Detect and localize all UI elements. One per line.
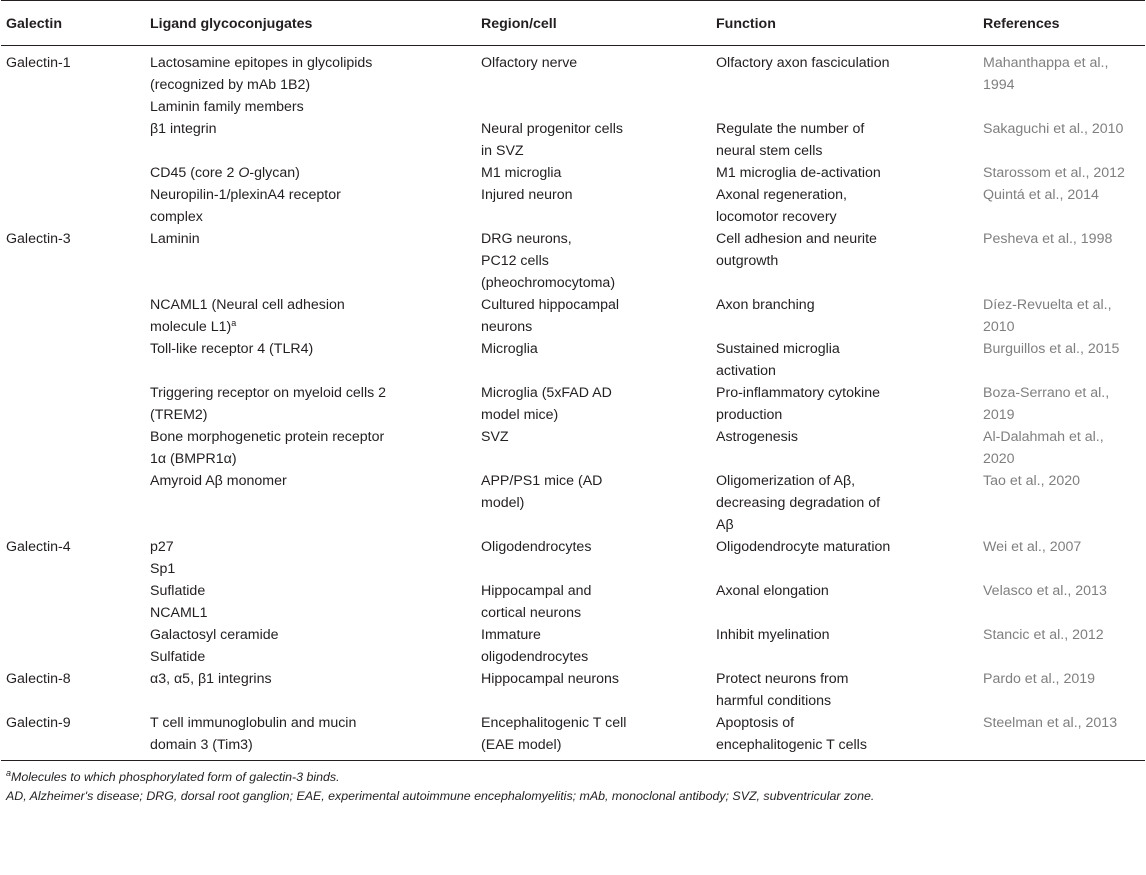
galectin-cell	[1, 580, 145, 624]
cell-line: Olfactory axon fasciculation	[716, 55, 890, 71]
cell-line: decreasing degradation of	[716, 495, 881, 511]
cell-line: Stancic et al., 2012	[983, 627, 1104, 643]
cell-line: outgrowth	[716, 253, 779, 269]
region-cell	[476, 338, 711, 382]
reference-cell	[978, 294, 1145, 338]
table-row	[1, 338, 1145, 382]
table-row	[1, 624, 1145, 668]
ligand-cell	[145, 470, 476, 536]
cell-line: Hippocampal neurons	[481, 671, 620, 687]
reference-cell	[978, 668, 1145, 712]
cell-line: APP/PS1 mice (AD	[481, 473, 603, 489]
table-row	[1, 118, 1145, 162]
cell-line: Steelman et al., 2013	[983, 715, 1118, 731]
ligand-cell	[145, 338, 476, 382]
ligand-cell	[145, 580, 476, 624]
ligand-cell	[145, 624, 476, 668]
cell-line: DRG neurons,	[481, 231, 572, 247]
reference-cell	[978, 712, 1145, 761]
cell-line: Aβ	[716, 517, 734, 533]
cell-line: Oligomerization of Aβ,	[716, 473, 856, 489]
cell-line: Microglia (5xFAD AD	[481, 385, 612, 401]
table-row	[1, 294, 1145, 338]
cell-line: 1994	[983, 77, 1015, 93]
function-cell	[711, 46, 978, 119]
cell-line: Tao et al., 2020	[983, 473, 1081, 489]
abbreviations-note: AD, Alzheimer's disease; DRG, dorsal root ganglion; EAE, experimental autoimmune encephalomyelitis; mAb, monoclonal antibody; SVZ, subventricular zone.	[6, 789, 875, 803]
cell-line: encephalitogenic T cells	[716, 737, 867, 753]
region-cell	[476, 184, 711, 228]
galectin-cell: Galectin-1	[6, 55, 71, 71]
table-row	[1, 580, 1145, 624]
table-row	[1, 470, 1145, 536]
region-cell	[476, 580, 711, 624]
reference-cell	[978, 228, 1145, 294]
function-cell	[711, 426, 978, 470]
cell-line: Sp1	[150, 561, 176, 577]
reference-cell	[978, 536, 1145, 580]
header-references: References	[983, 16, 1060, 32]
cell-line: domain 3 (Tim3)	[150, 737, 253, 753]
table-row	[1, 184, 1145, 228]
cell-line: Cultured hippocampal	[481, 297, 620, 313]
cell-line: Bone morphogenetic protein receptor	[150, 429, 385, 445]
header-region: Region/cell	[481, 16, 557, 32]
header-galectin: Galectin	[6, 16, 62, 32]
cell-line: CD45 (core 2 O-glycan)	[150, 165, 300, 181]
table-row	[1, 536, 1145, 580]
cell-line: 1α (BMPR1α)	[150, 451, 237, 467]
cell-line: in SVZ	[481, 143, 524, 159]
reference-cell	[978, 624, 1145, 668]
footnote-reference: a	[231, 318, 237, 328]
cell-line: Axon branching	[716, 297, 815, 313]
function-cell	[711, 536, 978, 580]
region-cell	[476, 624, 711, 668]
galectin-cell	[1, 470, 145, 536]
cell-line: 2019	[983, 407, 1015, 423]
cell-line: Olfactory nerve	[481, 55, 578, 71]
cell-line: β1 integrin	[150, 121, 217, 137]
galectin-cell	[1, 382, 145, 426]
cell-line: neural stem cells	[716, 143, 823, 159]
galectin-cell	[1, 624, 145, 668]
cell-line: Regulate the number of	[716, 121, 865, 137]
cell-line: Boza-Serrano et al.,	[983, 385, 1110, 401]
cell-line: T cell immunoglobulin and mucin	[150, 715, 357, 731]
ligand-cell	[145, 118, 476, 162]
cell-line: Inhibit myelination	[716, 627, 830, 643]
table-row	[1, 668, 1145, 712]
galectin-cell: Galectin-4	[6, 539, 71, 555]
cell-line: model)	[481, 495, 525, 511]
ligand-cell	[145, 46, 476, 119]
cell-line: M1 microglia	[481, 165, 562, 181]
cell-text: molecule L1)	[150, 319, 232, 335]
cell-line: Mahanthappa et al.,	[983, 55, 1109, 71]
cell-line: Neuropilin-1/plexinA4 receptor	[150, 187, 341, 203]
cell-line: Neural progenitor cells	[481, 121, 623, 137]
cell-line: Al-Dalahmah et al.,	[983, 429, 1104, 445]
galectin-cell: Galectin-9	[6, 715, 71, 731]
cell-line: Galactosyl ceramide	[150, 627, 279, 643]
region-cell	[476, 228, 711, 294]
cell-line: M1 microglia de-activation	[716, 165, 881, 181]
function-cell	[711, 294, 978, 338]
header-row	[1, 1, 1145, 46]
galectin-cell	[1, 338, 145, 382]
ligand-cell	[145, 712, 476, 761]
footnote-marker: a	[6, 768, 12, 778]
cell-line: production	[716, 407, 783, 423]
cell-line: Amyroid Aβ monomer	[150, 473, 287, 489]
galectin-cell	[1, 162, 145, 184]
cell-line: NCAML1	[150, 605, 208, 621]
region-cell	[476, 426, 711, 470]
region-cell	[476, 536, 711, 580]
table-row	[1, 426, 1145, 470]
cell-line: Pro-inflammatory cytokine	[716, 385, 880, 401]
cell-line: Axonal elongation	[716, 583, 829, 599]
ligand-cell	[145, 228, 476, 294]
cell-line: Díez-Revuelta et al.,	[983, 297, 1112, 313]
cell-line: (EAE model)	[481, 737, 562, 753]
cell-line: (recognized by mAb 1B2)	[150, 77, 311, 93]
cell-line: Suflatide	[150, 583, 206, 599]
cell-line: Toll-like receptor 4 (TLR4)	[150, 341, 314, 357]
region-cell	[476, 294, 711, 338]
cell-line: Starossom et al., 2012	[983, 165, 1125, 181]
cell-line: Sulfatide	[150, 649, 206, 665]
table-header	[1, 1, 1145, 46]
cell-line: cortical neurons	[481, 605, 582, 621]
reference-cell	[978, 118, 1145, 162]
reference-cell	[978, 46, 1145, 119]
footnote-a	[6, 768, 1146, 787]
cell-line: Encephalitogenic T cell	[481, 715, 627, 731]
galectin-cell	[1, 294, 145, 338]
galectin-cell	[1, 118, 145, 162]
cell-line: neurons	[481, 319, 533, 335]
cell-line: (pheochromocytoma)	[481, 275, 616, 291]
function-cell	[711, 470, 978, 536]
cell-line: (TREM2)	[150, 407, 208, 423]
cell-line: locomotor recovery	[716, 209, 837, 225]
cell-line: Axonal regeneration,	[716, 187, 847, 203]
cell-line: Oligodendrocytes	[481, 539, 592, 555]
galectin-table	[1, 0, 1145, 761]
cell-line: harmful conditions	[716, 693, 832, 709]
table-row	[1, 712, 1145, 761]
cell-line: Sakaguchi et al., 2010	[983, 121, 1124, 137]
function-cell	[711, 382, 978, 426]
function-cell	[711, 162, 978, 184]
cell-line: Cell adhesion and neurite	[716, 231, 877, 247]
cell-line: Immature	[481, 627, 541, 643]
ligand-cell	[145, 382, 476, 426]
cell-line: Astrogenesis	[716, 429, 799, 445]
table-row	[1, 228, 1145, 294]
galectin-cell: Galectin-3	[6, 231, 71, 247]
table-row	[1, 46, 1145, 119]
cell-line: Protect neurons from	[716, 671, 849, 687]
cell-line: Apoptosis of	[716, 715, 795, 731]
cell-line: model mice)	[481, 407, 559, 423]
reference-cell	[978, 426, 1145, 470]
cell-line: Laminin family members	[150, 99, 304, 115]
function-cell	[711, 668, 978, 712]
cell-line: Pesheva et al., 1998	[983, 231, 1113, 247]
ligand-cell	[145, 294, 476, 338]
ligand-cell	[145, 536, 476, 580]
reference-cell	[978, 162, 1145, 184]
cell-line: Lactosamine epitopes in glycolipids	[150, 55, 373, 71]
region-cell	[476, 712, 711, 761]
function-cell	[711, 624, 978, 668]
footnote-a-text: Molecules to which phosphorylated form of galectin-3 binds.	[11, 770, 340, 784]
region-cell	[476, 470, 711, 536]
reference-cell	[978, 338, 1145, 382]
cell-line: Burguillos et al., 2015	[983, 341, 1120, 357]
region-cell	[476, 382, 711, 426]
region-cell	[476, 162, 711, 184]
cell-line: Hippocampal and	[481, 583, 592, 599]
table-row	[1, 382, 1145, 426]
function-cell	[711, 338, 978, 382]
cell-line: 2020	[983, 451, 1015, 467]
cell-line: Sustained microglia	[716, 341, 840, 357]
reference-cell	[978, 184, 1145, 228]
function-cell	[711, 184, 978, 228]
reference-cell	[978, 580, 1145, 624]
cell-line: Triggering receptor on myeloid cells 2	[150, 385, 387, 401]
reference-cell	[978, 382, 1145, 426]
cell-line: complex	[150, 209, 203, 225]
cell-line	[150, 316, 472, 338]
cell-line: Pardo et al., 2019	[983, 671, 1096, 687]
function-cell	[711, 228, 978, 294]
table-body	[1, 46, 1145, 761]
function-cell	[711, 118, 978, 162]
cell-line: SVZ	[481, 429, 509, 445]
header-function: Function	[716, 16, 776, 32]
galectin-cell	[1, 184, 145, 228]
cell-line: Injured neuron	[481, 187, 573, 203]
function-cell	[711, 712, 978, 761]
ligand-cell	[145, 426, 476, 470]
function-cell	[711, 580, 978, 624]
cell-line: α3, α5, β1 integrins	[150, 671, 272, 687]
cell-line: Oligodendrocyte maturation	[716, 539, 891, 555]
region-cell	[476, 668, 711, 712]
cell-line: Wei et al., 2007	[983, 539, 1082, 555]
ligand-cell	[145, 184, 476, 228]
cell-line: 2010	[983, 319, 1015, 335]
region-cell	[476, 118, 711, 162]
galectin-cell: Galectin-8	[6, 671, 71, 687]
cell-line: activation	[716, 363, 776, 379]
header-ligand: Ligand glycoconjugates	[150, 16, 313, 32]
table-row	[1, 162, 1145, 184]
cell-line: Velasco et al., 2013	[983, 583, 1107, 599]
region-cell	[476, 46, 711, 119]
cell-line: oligodendrocytes	[481, 649, 589, 665]
ligand-cell	[145, 162, 476, 184]
cell-line: Quintá et al., 2014	[983, 187, 1099, 203]
galectin-cell	[1, 426, 145, 470]
cell-line: p27	[150, 539, 174, 555]
cell-line: Microglia	[481, 341, 538, 357]
cell-line: Laminin	[150, 231, 200, 247]
cell-line: PC12 cells	[481, 253, 549, 269]
cell-line: NCAML1 (Neural cell adhesion	[150, 297, 345, 313]
reference-cell	[978, 470, 1145, 536]
ligand-cell	[145, 668, 476, 712]
